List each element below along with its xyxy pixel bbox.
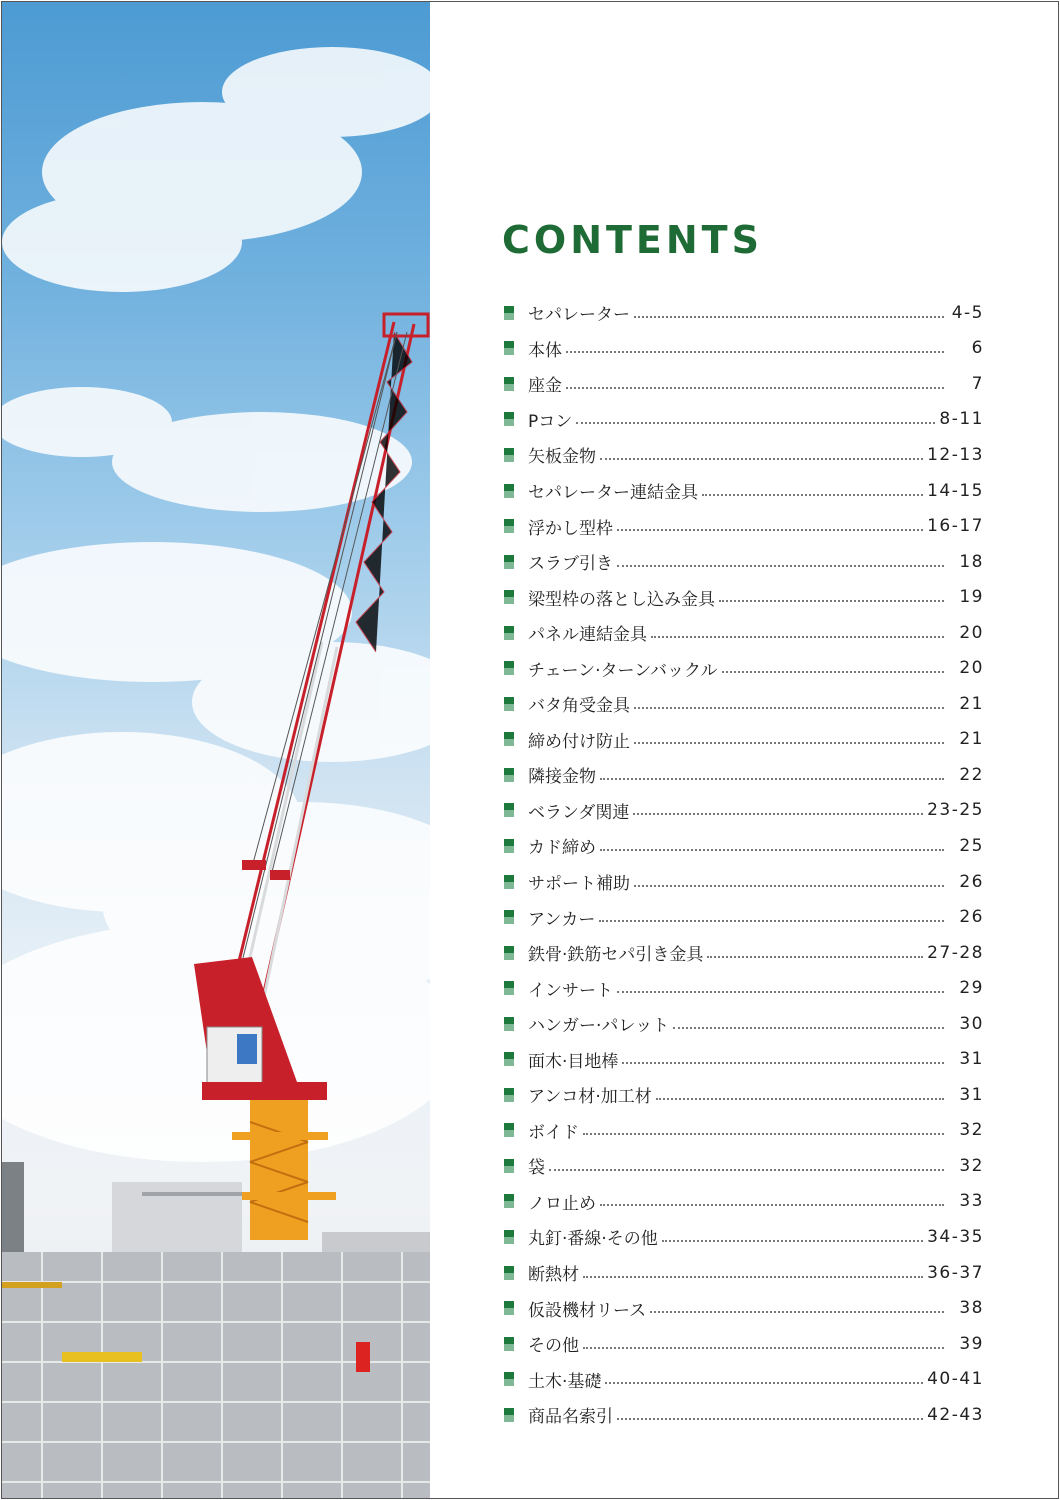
bullet-square-icon — [504, 910, 514, 924]
bullet-square-icon — [504, 1337, 514, 1351]
toc-entry-pages: 18 — [959, 551, 984, 572]
toc-entry[interactable] — [504, 1113, 984, 1149]
toc-entry-label: ハンガー·パレット — [528, 1016, 670, 1037]
contents-section — [430, 2, 1058, 1498]
dotted-leader — [662, 1240, 923, 1242]
toc-entry-label: 隣接金物 — [528, 767, 596, 788]
toc-entry-pages: 32 — [959, 1120, 984, 1141]
toc-entry-label: バタ角受金具 — [528, 696, 630, 717]
toc-entry[interactable] — [504, 1326, 984, 1362]
toc-entry[interactable] — [504, 935, 984, 971]
toc-entry-pages: 30 — [959, 1013, 984, 1034]
toc-entry-pages: 4-5 — [951, 302, 984, 323]
toc-entry-label: 鉄骨·鉄筋セパ引き金具 — [528, 945, 704, 966]
bullet-square-icon — [504, 1088, 514, 1102]
bullet-square-icon — [504, 1266, 514, 1280]
dotted-leader — [656, 1098, 944, 1100]
bullet-square-icon — [504, 803, 514, 817]
toc-entry[interactable] — [504, 1361, 984, 1397]
dotted-leader — [634, 707, 944, 709]
toc-entry-label: インサート — [528, 980, 613, 1001]
toc-entry-label: 仮設機材リース — [528, 1300, 647, 1321]
bullet-square-icon — [504, 875, 514, 889]
bullet-square-icon — [504, 484, 514, 498]
toc-entry-pages: 34-35 — [927, 1226, 984, 1247]
toc-entry-pages: 25 — [959, 835, 984, 856]
bullet-square-icon — [504, 697, 514, 711]
toc-entry-label: セパレーター — [528, 305, 630, 326]
toc-entry-pages: 31 — [959, 1049, 984, 1070]
toc-entry[interactable] — [504, 1184, 984, 1220]
toc-entry-pages: 12-13 — [927, 444, 984, 465]
toc-entry-label: 座金 — [528, 376, 562, 397]
toc-entry-label: その他 — [528, 1336, 579, 1357]
dotted-leader — [600, 1204, 944, 1206]
toc-entry[interactable] — [504, 1290, 984, 1326]
toc-entry-pages: 38 — [959, 1298, 984, 1319]
dotted-leader — [634, 742, 944, 744]
toc-entry[interactable] — [504, 686, 984, 722]
toc-entry[interactable] — [504, 1006, 984, 1042]
toc-entry-label: チェーン·ターンバックル — [528, 660, 718, 681]
toc-entry-label: カド締め — [528, 838, 596, 859]
toc-entry-pages: 36-37 — [927, 1262, 984, 1283]
bullet-square-icon — [504, 1301, 514, 1315]
toc-entry[interactable] — [504, 1148, 984, 1184]
toc-entry[interactable] — [504, 366, 984, 402]
toc-entry-label: アンカー — [528, 909, 596, 930]
toc-entry-pages: 16-17 — [927, 516, 984, 537]
toc-entry-pages: 26 — [959, 871, 984, 892]
dotted-leader — [634, 885, 944, 887]
dotted-leader — [617, 991, 944, 993]
dotted-leader — [673, 1027, 944, 1029]
bullet-square-icon — [504, 1194, 514, 1208]
bullet-square-icon — [504, 1408, 514, 1422]
toc-entry[interactable] — [504, 508, 984, 544]
toc-entry-pages: 27-28 — [927, 942, 984, 963]
toc-entry[interactable] — [504, 970, 984, 1006]
toc-entry-pages: 33 — [959, 1191, 984, 1212]
dotted-leader — [634, 316, 944, 318]
dotted-leader — [549, 1169, 944, 1171]
toc-entry-label: 袋 — [528, 1158, 545, 1179]
dotted-leader — [650, 1311, 944, 1313]
bullet-square-icon — [504, 1159, 514, 1173]
toc-entry-label: ノロ止め — [528, 1193, 596, 1214]
toc-entry[interactable] — [504, 437, 984, 473]
bullet-square-icon — [504, 732, 514, 746]
bullet-square-icon — [504, 519, 514, 533]
bullet-square-icon — [504, 1052, 514, 1066]
toc-entry[interactable] — [504, 864, 984, 900]
toc-entry-pages: 40-41 — [927, 1369, 984, 1390]
bullet-square-icon — [504, 1372, 514, 1386]
bullet-square-icon — [504, 661, 514, 675]
toc-entry[interactable] — [504, 295, 984, 331]
toc-entry[interactable] — [504, 1077, 984, 1113]
dotted-leader — [651, 636, 944, 638]
toc-entry[interactable] — [504, 650, 984, 686]
toc-entry-label: 矢板金物 — [528, 447, 596, 468]
toc-entry[interactable] — [504, 757, 984, 793]
toc-entry-label: アンコ材·加工材 — [528, 1087, 652, 1108]
toc-entry-label: スラブ引き — [528, 554, 613, 575]
toc-entry-pages: 26 — [959, 907, 984, 928]
dotted-leader — [702, 494, 923, 496]
toc-list — [504, 295, 984, 1433]
toc-entry-label: 梁型枠の落とし込み金具 — [528, 589, 715, 610]
dotted-leader — [722, 671, 944, 673]
toc-entry-pages: 20 — [959, 658, 984, 679]
bullet-square-icon — [504, 555, 514, 569]
toc-entry[interactable] — [504, 793, 984, 829]
toc-entry-label: ベランダ関連 — [528, 802, 630, 823]
toc-entry-pages: 14-15 — [927, 480, 984, 501]
toc-entry[interactable] — [504, 1041, 984, 1077]
contents-title: CONTENTS — [502, 218, 763, 262]
toc-entry-pages: 20 — [959, 622, 984, 643]
toc-entry-pages: 23-25 — [927, 800, 984, 821]
toc-entry-pages: 32 — [959, 1155, 984, 1176]
bullet-square-icon — [504, 306, 514, 320]
toc-entry-label: 丸釘·番線·その他 — [528, 1229, 658, 1250]
bullet-square-icon — [504, 839, 514, 853]
dotted-leader — [707, 956, 923, 958]
toc-entry-label: サポート補助 — [528, 874, 630, 895]
dotted-leader — [576, 422, 935, 424]
toc-entry-pages: 29 — [959, 978, 984, 999]
bullet-square-icon — [504, 946, 514, 960]
dotted-leader — [566, 387, 944, 389]
toc-entry[interactable] — [504, 1219, 984, 1255]
toc-entry[interactable] — [504, 544, 984, 580]
toc-entry[interactable] — [504, 1397, 984, 1433]
toc-entry-label: 土木·基礎 — [528, 1371, 602, 1392]
dotted-leader — [617, 529, 923, 531]
toc-entry[interactable] — [504, 615, 984, 651]
toc-entry[interactable] — [504, 899, 984, 935]
toc-entry-label: ボイド — [528, 1122, 579, 1143]
toc-entry-pages: 21 — [959, 729, 984, 750]
toc-entry[interactable] — [504, 828, 984, 864]
toc-entry-pages: 22 — [959, 764, 984, 785]
toc-entry-label: 商品名索引 — [528, 1407, 613, 1428]
dotted-leader — [583, 1276, 923, 1278]
toc-entry-pages: 6 — [971, 338, 984, 359]
bullet-square-icon — [504, 412, 514, 426]
toc-entry-pages: 39 — [959, 1333, 984, 1354]
toc-entry-label: パネル連結金具 — [528, 625, 647, 646]
bullet-square-icon — [504, 590, 514, 604]
toc-entry[interactable] — [504, 402, 984, 438]
dotted-leader — [617, 565, 944, 567]
toc-entry-pages: 19 — [959, 587, 984, 608]
toc-entry[interactable] — [504, 331, 984, 367]
toc-entry-label: 本体 — [528, 340, 562, 361]
toc-entry-pages: 42-43 — [927, 1404, 984, 1425]
toc-entry[interactable] — [504, 473, 984, 509]
bullet-square-icon — [504, 448, 514, 462]
toc-entry[interactable] — [504, 579, 984, 615]
dotted-leader — [719, 600, 944, 602]
bullet-square-icon — [504, 981, 514, 995]
construction-crane-photo — [2, 2, 430, 1498]
dotted-leader — [600, 778, 944, 780]
toc-entry-pages: 21 — [959, 693, 984, 714]
toc-entry-label: Pコン — [528, 411, 573, 432]
dotted-leader — [600, 849, 944, 851]
toc-entry-label: 面木·目地棒 — [528, 1051, 619, 1072]
toc-entry[interactable] — [504, 722, 984, 758]
dotted-leader — [617, 1418, 923, 1420]
bullet-square-icon — [504, 626, 514, 640]
bullet-square-icon — [504, 1230, 514, 1244]
bullet-square-icon — [504, 1123, 514, 1137]
toc-entry[interactable] — [504, 1255, 984, 1291]
toc-entry-label: 締め付け防止 — [528, 731, 630, 752]
dotted-leader — [622, 1062, 944, 1064]
toc-entry-pages: 7 — [971, 373, 984, 394]
dotted-leader — [583, 1347, 944, 1349]
dotted-leader — [605, 1382, 923, 1384]
toc-entry-label: セパレーター連結金具 — [528, 483, 698, 503]
dotted-leader — [600, 458, 923, 460]
bullet-square-icon — [504, 377, 514, 391]
toc-entry-pages: 31 — [959, 1084, 984, 1105]
bullet-square-icon — [504, 768, 514, 782]
toc-entry-label: 浮かし型枠 — [528, 518, 613, 539]
dotted-leader — [566, 351, 944, 353]
toc-entry-label: 断熱材 — [528, 1265, 579, 1286]
dotted-leader — [599, 920, 944, 922]
bullet-square-icon — [504, 341, 514, 355]
dotted-leader — [583, 1133, 944, 1135]
toc-entry-pages: 8-11 — [939, 409, 984, 430]
bullet-square-icon — [504, 1017, 514, 1031]
dotted-leader — [633, 813, 923, 815]
